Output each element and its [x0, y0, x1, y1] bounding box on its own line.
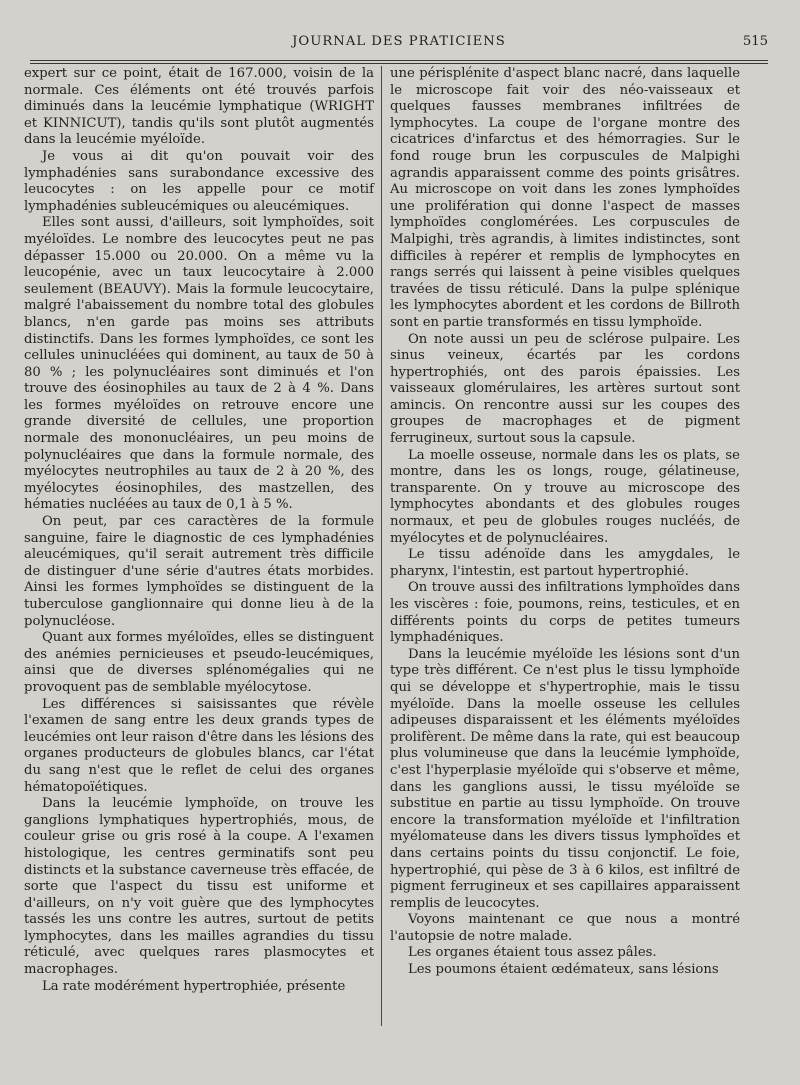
paragraph: Voyons maintenant ce que nous a montré l'autopsie de notre malade.	[390, 912, 740, 944]
paragraph: La rate modérément hypertrophiée, présente	[42, 978, 346, 994]
paragraph: On peut, par ces caractères de la formule sanguine, faire le diagnostic de ces lymphadénies aleucémiques, qu'il serait autrement très difficile de distinguer d'une série d'autres états morbides. Ainsi les formes lymphoïdes se distinguent de la tuberculose ganglionnaire qui donne lieu à de la polynucléose.	[24, 514, 374, 629]
paragraph: Je vous ai dit qu'on pouvait voir des lymphadénies sans surabondance excessive des leucocytes : on les appelle pour ce motif lymphadénies subleucémiques ou aleucémiques.	[24, 148, 374, 214]
paragraph: Dans la leucémie lymphoïde, on trouve les ganglions lymphatiques hypertrophiés, mous, de couleur grise ou gris rosé à la coupe. A l'examen histologique, les centres germinatifs sont peu distincts et la substance caverneuse très effacée, de sorte que l'aspect du tissu est uniforme et d'ailleurs, on n'y voit guère que des lymphocytes tassés les uns contre les autres, surtout de petits lymphocytes, dans les mailles agrandies du tissu réticulé, avec quelques rares plasmocytes et macrophages.	[24, 796, 374, 978]
paragraph: Elles sont aussi, d'ailleurs, soit lymphoïdes, soit myéloïdes. Le nombre des leucocytes peut ne pas dépasser 15.000 ou 20.000. On a même vu la leucopénie, avec un taux leucocytaire à 2.000 seulement (BEAUVY). Mais la formule leucocytaire, malgré l'abaissement du nombre total des globules blancs, n'en garde pas moins ses attributs distinctifs. Dans les formes lymphoïdes, ce sont les cellules uninucléées qui dominent, au taux de 50 à 80 % ; les polynucléaires sont diminués et l'on trouve des éosinophiles au taux de 2 à 4 %. Dans les formes myéloïdes on retrouve encore une grande diversité de cellules, une proportion normale des mononucléaires, un peu moins de polynucléaires que dans la formule normale, des myélocytes neutrophiles au taux de 2 à 20 %, des myélocytes éosinophiles, des mastzellen, des hématies nucléées au taux de 0,1 à 5 %.	[24, 215, 374, 513]
paragraph: On trouve aussi des infiltrations lymphoïdes dans les viscères : foie, poumons, reins, testicules, et en différents points du corps de petites tumeurs lymphadéniques.	[390, 580, 740, 646]
paragraph: Le tissu adénoïde dans les amygdales, le pharynx, l'intestin, est partout hypertrophié.	[390, 547, 740, 579]
page-header	[30, 30, 768, 52]
journal-title: JOURNAL DES PRATICIENS	[292, 34, 506, 49]
paragraph: une périsplénite d'aspect blanc nacré, dans laquelle le microscope fait voir des néo-vaisseaux et quelques fausses membranes infiltrées de lymphocytes. La coupe de l'organe montre des cicatrices d'infarctus et des hémorragies. Sur le fond rouge brun les corpuscules de Malpighi agrandis apparaissent comme des points grisâtres. Au microscope on voit dans les zones lymphoïdes une prolifération qui donne l'aspect de masses lymphoïdes conglomérées. Les corpuscules de Malpighi, très agrandis, à limites indistinctes, sont difficiles à repérer et remplis de lymphocytes en rangs serrés qui laissent à peine visibles quelques travées de tissu réticulé. Dans la pulpe splénique les lymphocytes abordent et les cordons de Billroth sont en partie transformés en tissu lymphoïde.	[390, 66, 740, 330]
column-divider	[381, 66, 382, 1026]
paragraph: expert sur ce point, était de 167.000, voisin de la normale. Ces éléments ont été trouvés parfois diminués dans la leucémie lymphatique (WRIGHT et KINNICUT), tandis qu'ils sont plutôt augmentés dans la leucémie myéloïde.	[24, 66, 374, 148]
paragraph: La moelle osseuse, normale dans les os plats, se montre, dans les os longs, rouge, gélatineuse, transparente. On y trouve au microscope des lymphocytes abondants et des globules rouges normaux, et peu de globules rouges nucléés, de myélocytes et de polynucléaires.	[390, 447, 740, 546]
left-column	[24, 66, 374, 1066]
paragraph: Les organes étaient tous assez pâles.	[408, 945, 657, 961]
page-number: 515	[742, 34, 768, 49]
header-rule	[30, 60, 768, 64]
paragraph: On note aussi un peu de sclérose pulpaire. Les sinus veineux, écartés par les cordons hypertrophiés, ont des parois épaissies. Les vaisseaux glomérulaires, les artères surtout sont amincis. On rencontre aussi sur les coupes des groupes de macrophages et de pigment ferrugineux, surtout sous la capsule.	[390, 331, 740, 447]
paragraph: Les différences si saisissantes que révèle l'examen de sang entre les deux grands types de leucémies ont leur raison d'être dans les lésions des organes producteurs de globules blancs, car l'état du sang n'est que le reflet de celui des organes hématopoïétiques.	[24, 696, 374, 795]
right-column	[390, 66, 740, 1066]
paragraph: Quant aux formes myéloïdes, elles se distinguent des anémies pernicieuses et pseudo-leucémiques, ainsi que de diverses splénomégalies qui ne provoquent pas de semblable myélocytose.	[24, 630, 374, 695]
paragraph: Les poumons étaient œdémateux, sans lésions	[408, 962, 719, 978]
paragraph: Dans la leucémie myéloïde les lésions sont d'un type très différent. Ce n'est plus le tissu lymphoïde qui se développe et s'hypertrophie, mais le tissu myéloïde. Dans la moelle osseuse les cellules adipeuses disparaissent et les éléments myéloïdes prolifèrent. De même dans la rate, qui est beaucoup plus volumineuse que dans la leucémie lymphoïde, c'est l'hyperplasie myéloïde qui s'observe et même, dans les ganglions aussi, le tissu myéloïde se substitue en partie au tissu lymphoïde. On trouve encore la transformation myéloïde et l'infiltration myélomateuse dans les divers tissus lymphoïdes et dans certains points du tissu conjonctif. Le foie, hypertrophié, qui pèse de 3 à 6 kilos, est infiltré de pigment ferrugineux et ses capillaires apparaissent remplis de leucocytes.	[390, 646, 740, 911]
